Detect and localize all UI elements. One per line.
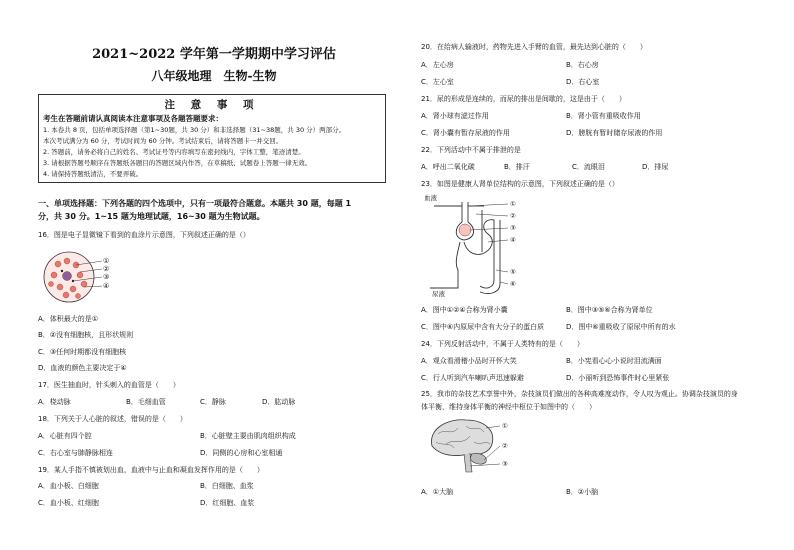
brain-label: ①	[502, 422, 508, 430]
q21-option-b: B．肾小管有重吸收作用	[566, 112, 641, 120]
q19-option-a: A．血小板、白细胞	[38, 482, 99, 490]
q20-option-c: C．左心室	[421, 78, 454, 86]
nephron-label: ④	[510, 236, 516, 244]
q16-option-a: A．体积最大的是①	[38, 315, 99, 323]
q25-option-b: B．②小脑	[566, 488, 599, 496]
q22-option-c: C．流眼泪	[572, 163, 605, 171]
q16-option-c: C．③任何时期都没有细胞核	[38, 348, 127, 356]
q17-option-a: A．桡动脉	[38, 398, 71, 406]
q18-option-d: D．同侧的心房和心室相通	[200, 449, 283, 457]
notice-line: 本次考试满分为 60 分，考试时间为 60 分钟。考试结束后，请将答题卡一并交回。	[43, 137, 283, 145]
section-line: 分，共 30 分。1~15 题为地理试题，16~30 题为生物试题。	[38, 212, 265, 221]
notice-title: 注 意 事 项	[164, 99, 260, 111]
q20-stem: 20．在给病人输液时，药物先进入手臂的血管，最先达到心脏的（ ）	[421, 43, 647, 51]
q24-option-c: C．行人听到汽车喇叭声迅速躲避	[421, 374, 524, 382]
q17-option-c: C．静脉	[200, 398, 226, 406]
q21-stem: 21．尿的形成是连续的，而尿的排出是间歇的，这是由于（ ）	[421, 95, 626, 103]
q21-option-c: C．肾小囊有暂存尿液的作用	[421, 129, 510, 137]
brain-figure	[426, 416, 516, 474]
q23-option-c: C．图中⑥内原尿中含有大分子的蛋白质	[421, 323, 545, 331]
q20-option-b: B．右心房	[566, 61, 599, 69]
page-subtitle: 八年级地理 生物-生物	[151, 69, 277, 83]
q17-option-d: D．肱动脉	[262, 398, 296, 406]
q23-option-a: A．图中①②④合称为肾小囊	[421, 306, 508, 314]
nephron-label: ⑥	[510, 280, 516, 288]
notice-line: 1. 本卷共 8 页，包括单项选择题（第1~30题，共 30 分）和非选择题（31~38题，共 30 分）两部分。	[43, 126, 346, 134]
q25-stem: 体平衡，维持身体平衡的神经中枢位于如图中的（ ）	[421, 403, 596, 411]
notice-box	[38, 94, 386, 183]
smear-label: ②	[103, 265, 110, 273]
q20-option-a: A．左心房	[421, 61, 454, 69]
q16-stem: 16．图是电子显微镜下看到的血涂片示意图，下列叙述正确的是（）	[38, 231, 250, 239]
smear-label: ④	[103, 282, 110, 290]
nephron-label: 尿液	[432, 290, 445, 298]
q18-option-b: B．心脏壁主要由肌肉组织构成	[200, 432, 296, 440]
q20-option-d: D．右心室	[566, 78, 600, 86]
q25-option-a: A．①大脑	[421, 488, 454, 496]
nephron-figure	[424, 192, 534, 300]
notice-line: 2. 答题前，请务必将自己的姓名、考试证号等内容填写在密封线内，字体工整，笔迹清楚。	[43, 148, 305, 156]
q19-option-d: D．红细胞、血浆	[200, 499, 255, 507]
q22-option-a: A．呼出二氧化碳	[421, 163, 475, 171]
q23-option-d: D．图中⑥重吸收了原尿中所有的水	[566, 323, 676, 331]
q23-option-b: B．图中③⑤⑥合称为肾单位	[566, 306, 653, 314]
page-title: 2021~2022 学年第一学期期中学习评估	[92, 47, 336, 62]
section-heading	[38, 197, 390, 223]
q19-stem: 19．某人手指不慎被划出血，血液中与止血和凝血发挥作用的是（ ）	[38, 466, 264, 474]
q18-option-a: A．心脏有四个腔	[38, 432, 92, 440]
notice-line: 3. 请根据答题号顺序在答题纸各题目的答题区域内作答，在草稿纸、试题卷上答题一律无效。	[43, 159, 312, 167]
nephron-label: ②	[510, 212, 516, 220]
blood-smear-figure	[40, 249, 120, 311]
q19-option-c: C．血小板、红细胞	[38, 499, 99, 507]
q24-option-a: A．观众看滑稽小品时开怀大笑	[421, 357, 517, 365]
q22-option-d: D．排尿	[642, 163, 669, 171]
q22-option-b: B．排汗	[504, 163, 530, 171]
nephron-label: 血液	[424, 194, 437, 202]
nephron-label: ①	[510, 200, 516, 208]
nephron-label: ⑤	[510, 268, 516, 276]
q17-option-b: B．毛细血管	[126, 398, 166, 406]
section-line: 一、单项选择题：下列各题的四个选项中，只有一项最符合题意。本题共 30 题，每题 1	[38, 199, 352, 208]
smear-label: ③	[103, 273, 110, 281]
q16-option-b: B．②没有细胞核，且形状规则	[38, 331, 134, 339]
q25-stem: 25．我市的杂技艺术享誉中外，杂技演员们做出的各种高难度动作，令人叹为观止。协调杂技演员的身	[421, 390, 738, 398]
q23-stem: 23．如图是健康人肾单位结构的示意图，下列叙述正确的是（）	[421, 180, 619, 188]
q21-option-d: D．膀胱有暂时储存尿液的作用	[566, 129, 663, 137]
brain-label: ②	[502, 442, 508, 450]
q18-option-c: C．右心室与肺静脉相连	[38, 449, 113, 457]
q24-stem: 24．下列反射活动中，不属于人类特有的是（ ）	[421, 340, 584, 348]
q16-option-d: D．血液的颜色主要决定于④	[38, 364, 127, 372]
notice-heading: 考生在答题前请认真阅读本注意事项及各题答题要求：	[43, 114, 223, 123]
q24-option-b: B．小宪看心心小说时泪流满面	[566, 357, 662, 365]
q17-stem: 17．医生抽血时，针头刺入的血管是（ ）	[38, 381, 180, 389]
q21-option-a: A．肾小球有滤过作用	[421, 112, 489, 120]
q24-option-d: D．小丽听到恐怖事件时心里紧张	[566, 374, 670, 382]
nephron-label: ③	[510, 224, 516, 232]
brain-label: ③	[502, 460, 508, 468]
q22-stem: 22．下列活动中不属于排泄的是	[421, 146, 521, 154]
notice-line: 4. 请保持答题纸清洁，不要弄破。	[43, 170, 143, 178]
smear-label: ①	[103, 257, 110, 265]
q19-option-b: B．白细胞、血浆	[200, 482, 254, 490]
q18-stem: 18．下列关于人心脏的叙述，错误的是（ ）	[38, 415, 187, 423]
